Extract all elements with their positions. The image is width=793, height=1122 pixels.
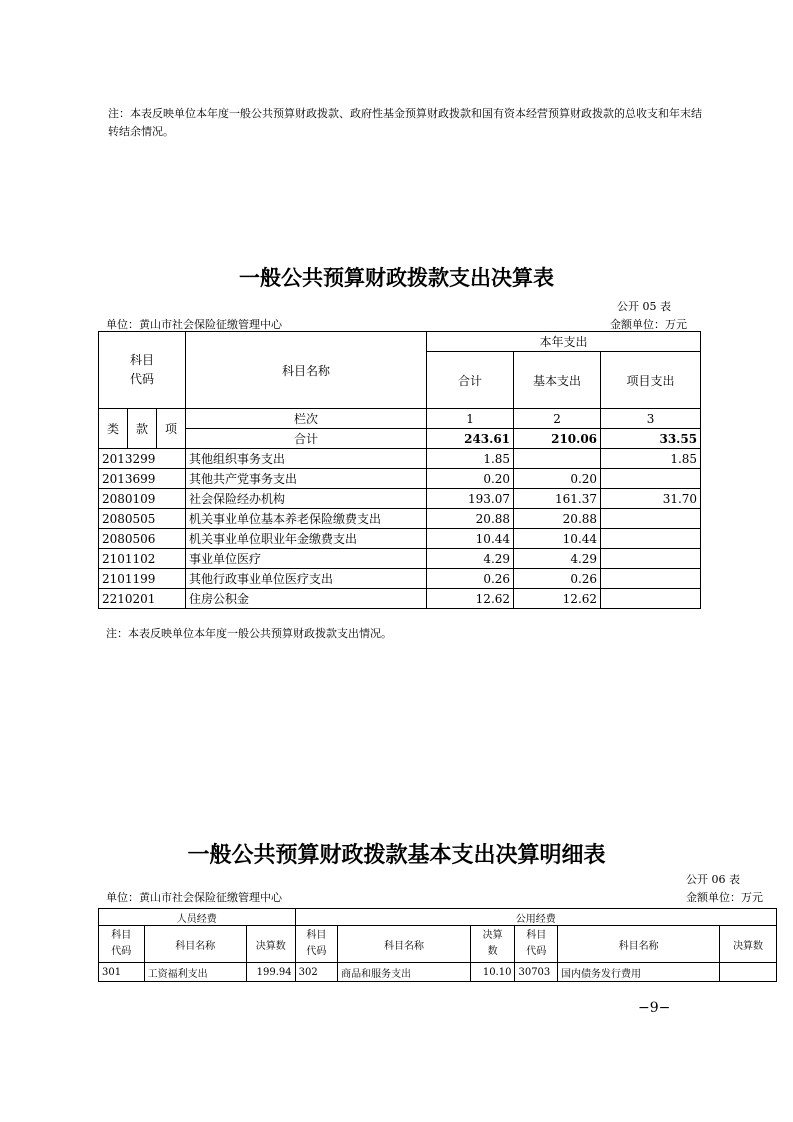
h-code-1: 科目	[306, 930, 327, 941]
h-basic: 基本支出	[514, 352, 601, 409]
h-kuan: 款	[128, 409, 157, 449]
row-code: 2080506	[99, 529, 186, 549]
row-basic: 0.20	[514, 469, 601, 489]
h-code-cell	[515, 926, 558, 963]
h-amount: 决算数	[246, 926, 295, 963]
row-code: 2013699	[99, 469, 186, 489]
table06	[98, 908, 777, 982]
p-name: 工资福利支出	[144, 963, 246, 982]
row-basic: 4.29	[514, 549, 601, 569]
g2-name: 国内债务发行费用	[558, 963, 720, 982]
h-code-cell	[295, 926, 338, 963]
h-personnel: 人员经费	[99, 909, 296, 926]
table-row	[99, 549, 701, 569]
row-project	[601, 589, 701, 609]
row-project	[601, 549, 701, 569]
row-basic: 0.26	[514, 569, 601, 589]
p-code: 301	[99, 963, 145, 982]
row-project: 1.85	[601, 449, 701, 469]
table06-unit-money: 金额单位：万元	[686, 891, 763, 904]
row-code: 2080505	[99, 509, 186, 529]
h-code-1: 科目	[130, 353, 155, 367]
row-name: 机关事业单位职业年金缴费支出	[186, 529, 427, 549]
h-amount-cell	[470, 926, 515, 963]
row-total: 20.88	[427, 509, 514, 529]
table06-unit-org: 单位：黄山市社会保险征缴管理中心	[106, 891, 282, 904]
table-row	[99, 963, 777, 982]
table06-code: 公开 06 表	[686, 873, 740, 886]
row-project	[601, 529, 701, 549]
h-code-cell	[99, 926, 145, 963]
h-code-1: 科目	[526, 930, 547, 941]
col-index-2: 2	[514, 409, 601, 429]
row-total: 1.85	[427, 449, 514, 469]
row-name: 住房公积金	[186, 589, 427, 609]
h-name: 科目名称	[186, 332, 427, 409]
h-public: 公用经费	[295, 909, 776, 926]
row-total: 4.29	[427, 549, 514, 569]
row-basic: 161.37	[514, 489, 601, 509]
row-basic: 12.62	[514, 589, 601, 609]
row-total: 10.44	[427, 529, 514, 549]
row-name: 事业单位医疗	[186, 549, 427, 569]
total-total: 243.61	[427, 429, 514, 449]
row-basic: 10.44	[514, 529, 601, 549]
h-code-2: 代码	[111, 946, 132, 957]
g2-amount	[720, 963, 777, 982]
p-amount: 199.94	[246, 963, 295, 982]
row-total: 12.62	[427, 589, 514, 609]
table05-unit-money: 金额单位：万元	[610, 318, 687, 331]
table-row	[99, 449, 701, 469]
table05-note: 注：本表反映单位本年度一般公共预算财政拨款支出情况。	[106, 627, 392, 640]
row-name: 其他共产党事务支出	[186, 469, 427, 489]
row-name: 机关事业单位基本养老保险缴费支出	[186, 509, 427, 529]
row-name: 其他行政事业单位医疗支出	[186, 569, 427, 589]
h-lei: 类	[99, 409, 128, 449]
table05-unit-org: 单位：黄山市社会保险征缴管理中心	[106, 318, 282, 331]
table-row	[99, 469, 701, 489]
h-code-2: 代码	[130, 372, 155, 386]
table-row	[99, 589, 701, 609]
h-amount-2: 数	[487, 946, 498, 957]
total-project: 33.55	[601, 429, 701, 449]
h-code-cell	[99, 332, 186, 409]
h-year: 本年支出	[427, 332, 701, 352]
page-number: −9−	[638, 1000, 671, 1016]
h-amount-1: 决算	[482, 930, 503, 941]
row-project	[601, 569, 701, 589]
col-index-1: 1	[427, 409, 514, 429]
row-name: 社会保险经办机构	[186, 489, 427, 509]
table05-code: 公开 05 表	[617, 300, 671, 313]
g1-code: 302	[295, 963, 338, 982]
top-note-line2: 转结余情况。	[108, 125, 174, 138]
table05	[98, 331, 701, 609]
table-row	[99, 529, 701, 549]
h-project: 项目支出	[601, 352, 701, 409]
h-name: 科目名称	[558, 926, 720, 963]
row-code: 2013299	[99, 449, 186, 469]
row-project: 31.70	[601, 489, 701, 509]
row-total: 0.20	[427, 469, 514, 489]
total-basic: 210.06	[514, 429, 601, 449]
g1-name: 商品和服务支出	[338, 963, 471, 982]
row-project	[601, 509, 701, 529]
row-basic: 20.88	[514, 509, 601, 529]
row-total: 193.07	[427, 489, 514, 509]
row-code: 2210201	[99, 589, 186, 609]
h-code-2: 代码	[306, 946, 327, 957]
row-code: 2101199	[99, 569, 186, 589]
h-amount: 决算数	[720, 926, 777, 963]
row-code: 2101102	[99, 549, 186, 569]
table06-title: 一般公共预算财政拨款基本支出决算明细表	[187, 843, 606, 868]
h-lanci: 栏次	[186, 409, 427, 429]
h-name: 科目名称	[144, 926, 246, 963]
row-total: 0.26	[427, 569, 514, 589]
total-label: 合计	[186, 429, 427, 449]
row-basic	[514, 449, 601, 469]
h-total: 合计	[427, 352, 514, 409]
row-name: 其他组织事务支出	[186, 449, 427, 469]
table05-title: 一般公共预算财政拨款支出决算表	[239, 266, 554, 290]
col-index-3: 3	[601, 409, 701, 429]
g1-amount: 10.10	[470, 963, 515, 982]
row-project	[601, 469, 701, 489]
table-row	[99, 509, 701, 529]
h-name: 科目名称	[338, 926, 471, 963]
top-note	[108, 105, 702, 141]
table-row	[99, 489, 701, 509]
g2-code: 30703	[515, 963, 558, 982]
top-note-line1: 注：本表反映单位本年度一般公共预算财政拨款、政府性基金预算财政拨款和国有资本经营预算财政拨款的总收支和年末结	[108, 107, 702, 120]
h-xiang: 项	[157, 409, 186, 449]
h-code-2: 代码	[526, 946, 547, 957]
h-code-1: 科目	[111, 930, 132, 941]
row-code: 2080109	[99, 489, 186, 509]
table-row	[99, 569, 701, 589]
